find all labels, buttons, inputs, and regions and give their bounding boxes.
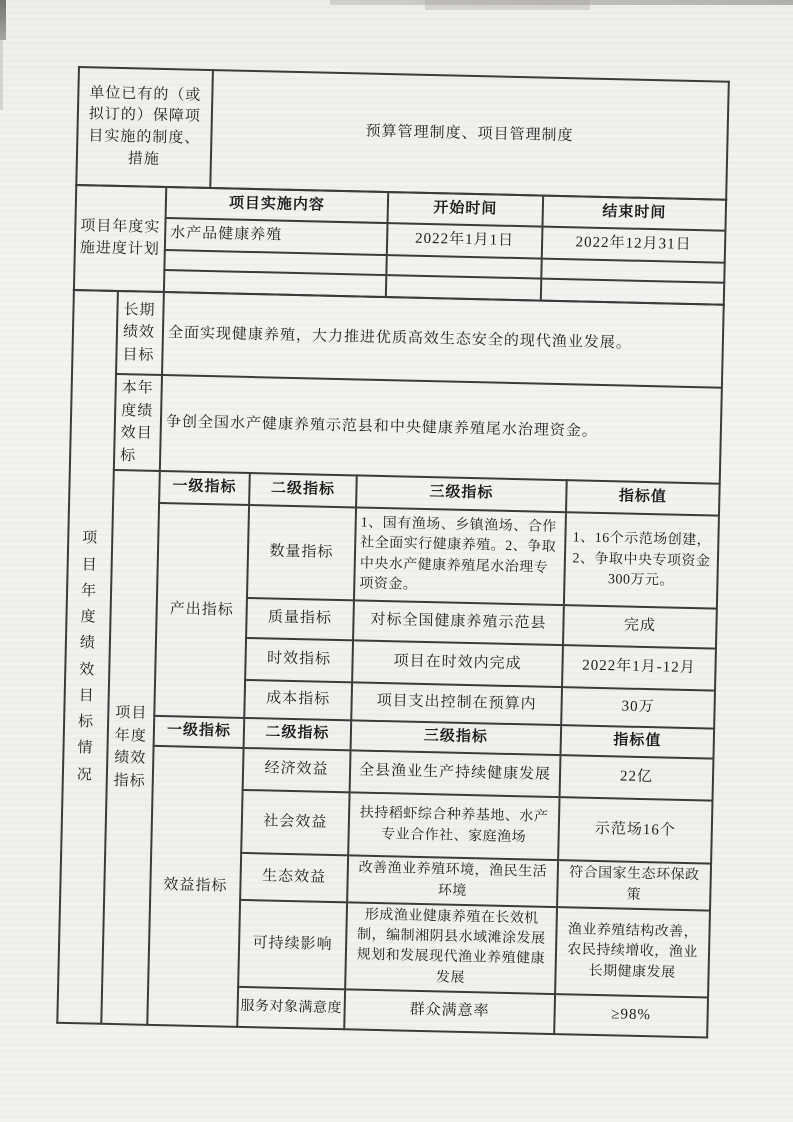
economic-label: 经济效益 [264,760,329,779]
schedule-start-cell [387,223,543,259]
header2-level2-cell [244,718,352,750]
timeliness-label-cell [245,638,353,682]
satisfaction-label-cell [237,987,345,1029]
schedule-label-cell [74,185,166,292]
guarantee-label-cell [76,67,213,188]
cost-detail: 项目支出控制在预算内 [376,693,537,713]
social-value-cell [558,797,712,863]
timeliness-value: 2022年1月-12月 [582,657,696,677]
header2-level1-cell [154,716,245,748]
schedule-header-end: 结束时间 [602,203,667,222]
header2-value: 指标值 [613,732,662,750]
performance-section-table [56,289,725,1039]
long-term-goal-label-cell [116,291,164,375]
schedule-content-value: 水产品健康养殖 [170,225,283,244]
quality-value: 完成 [623,617,657,635]
header-value: 指标值 [618,488,668,506]
scan-edge-artifact-left-faint [0,40,3,110]
ecological-detail: 改善渔业养殖环境，渔民生活环境 [358,860,548,899]
quantity-label: 数量指标 [269,543,334,561]
cost-value: 30万 [621,698,655,716]
sustainability-label: 可持续影响 [252,934,333,953]
header2-level3: 三级指标 [423,728,489,746]
schedule-end-value: 2022年12月31日 [575,234,692,254]
satisfaction-label: 服务对象满意度 [240,998,343,1017]
long-term-goal-label: 长期绩效目标 [122,301,156,364]
header-value-cell [566,480,720,515]
schedule-section-table [73,184,727,306]
schedule-content-cell [165,218,388,255]
indicators-label: 项目年度绩效指标 [113,705,148,790]
economic-label-cell [243,748,351,792]
scan-edge-artifact-left [0,0,6,40]
quantity-value: 1、16个示范场创建，2、争取中央专项资金300万元。 [572,530,712,589]
output-indicator-label-cell [154,503,249,718]
schedule-start-value: 2022年1月1日 [414,230,515,250]
guarantee-section-table [75,66,730,201]
header2-level1: 一级指标 [166,722,232,741]
cost-detail-cell [351,683,562,726]
sustainability-detail-cell [345,902,557,994]
schedule-end-cell [542,227,726,263]
quality-value-cell [563,605,717,648]
indicator-row-quantity [67,501,719,609]
sustainability-value: 渔业养殖结构改善，农民持续增收，渔业长期健康发展 [567,922,699,981]
ecological-value: 符合国家生态环保政策 [568,865,700,903]
long-term-goal-row [72,290,724,388]
quality-detail: 对标全国健康养殖示范县 [370,612,547,633]
quality-label-cell [246,598,354,640]
header-level2-cell [249,473,357,507]
ecological-label-cell [240,853,348,902]
timeliness-label: 时效指标 [266,650,332,669]
header-level1-cell [159,471,250,505]
ecological-value-cell [557,860,711,910]
satisfaction-value-cell [554,994,708,1037]
social-label-cell [241,790,349,855]
cost-value-cell [561,687,715,728]
quantity-value-cell [564,512,719,608]
schedule-header-content-cell [166,187,389,223]
timeliness-detail: 项目在时效内完成 [393,653,522,673]
header2-level3-cell [351,721,562,756]
sustainability-label-cell [238,900,347,990]
quantity-detail-cell [354,508,566,606]
economic-value: 22亿 [619,768,654,786]
performance-section-label: 项目年度绩效目标情况 [76,530,99,784]
quantity-label-cell [247,505,356,600]
header-level3: 三级指标 [429,484,494,502]
output-indicator-label: 产出指标 [169,601,234,619]
benefit-indicator-label: 效益指标 [163,876,228,895]
satisfaction-value: ≥98% [611,1006,652,1024]
annual-goal-value: 争创全国水产健康养殖示范县和中央健康养殖尾水治理资金。 [165,414,599,441]
header2-level2: 二级指标 [265,724,330,743]
scan-edge-artifact-top-smudge [425,0,590,10]
economic-detail-cell [350,751,561,798]
annual-goal-value-cell [160,375,722,484]
economic-value-cell [560,755,714,800]
header-level1: 一级指标 [172,478,237,497]
sustainability-detail: 形成渔业健康养殖在长效机制，编制湘阴县水域滩涂发展规划和发展现代渔业养殖健康发展 [356,907,546,986]
schedule-header-content: 项目实施内容 [228,195,326,214]
timeliness-detail-cell [352,641,563,688]
annual-goal-row [70,373,722,484]
quality-label: 质量指标 [267,609,333,628]
annual-goal-label-cell [114,374,162,471]
satisfaction-detail-cell [344,989,555,1034]
schedule-header-start: 开始时间 [433,199,498,218]
economic-detail: 全县渔业生产持续健康发展 [358,762,552,784]
header-level3-cell [356,476,567,513]
guarantee-label: 单位已有的（或拟订的）保障项目实施的制度、措施 [88,84,202,168]
cost-label-cell [244,680,352,720]
social-value: 示范场16个 [594,820,677,839]
guarantee-value: 预算管理制度、项目管理制度 [365,123,574,145]
guarantee-value-cell [210,70,729,200]
long-term-goal-value-cell [162,292,724,388]
ecological-label: 生态效益 [261,868,327,886]
social-detail-cell [348,793,559,861]
satisfaction-detail: 群众满意率 [409,1001,490,1020]
quality-detail-cell [353,601,564,646]
timeliness-value-cell [562,645,716,690]
long-term-goal-value: 全面实现健康养殖，大力推进优质高效生态安全的现代渔业发展。 [167,324,633,352]
sustainability-value-cell [555,907,710,998]
cost-label: 成本指标 [265,690,331,709]
schedule-header-end-cell [542,196,726,231]
ecological-detail-cell [347,856,558,907]
guarantee-row [76,67,729,200]
form-table-sheet [56,66,728,1039]
annual-goal-label: 本年度绩效目标 [119,380,154,464]
benefit-indicator-label-cell [147,746,243,1027]
header2-value-cell [560,725,714,758]
header-level2: 二级指标 [270,480,336,499]
social-label: 社会效益 [263,813,328,831]
quantity-detail: 1、国有渔场、乡镇渔场、合作社全面实行健康养殖。2、争取中央水产健康养殖尾水治理专项资金。 [359,515,557,593]
schedule-header-start-cell [388,192,544,227]
social-detail: 扶持稻虾综合种养基地、水产专业合作社、家庭渔场 [359,806,549,846]
schedule-label: 项目年度实施进度计划 [79,217,161,258]
